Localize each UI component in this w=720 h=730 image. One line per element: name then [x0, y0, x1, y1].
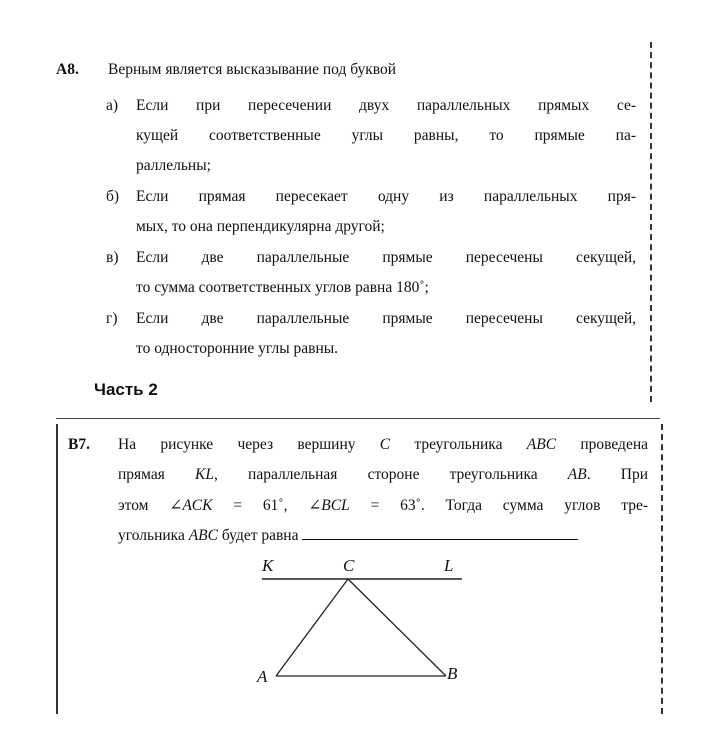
b7-line-2: прямая KL, параллельная стороне треугольника AB. При — [118, 466, 648, 483]
label-b: B — [447, 664, 458, 683]
option-g-line-2: то односторонние углы равны. — [136, 340, 339, 357]
option-a-line-1: Если при пересечении двух параллельных прямых се- — [136, 97, 636, 114]
side-cb — [348, 579, 446, 676]
b7-line-3: этом ∠ACK = 61˚, ∠BCL = 63˚. Тогда сумма углов тре- — [118, 497, 648, 514]
b7-number: В7. — [68, 436, 90, 453]
option-b-line-1: Если прямая пересекает одну из параллельных пря- — [136, 188, 636, 205]
b7-line-4: угольника ABC будет равна — [118, 524, 578, 547]
label-a: A — [257, 667, 268, 686]
answer-blank[interactable] — [302, 525, 578, 540]
option-b-line-2: мых, то она перпендикулярна другой; — [136, 218, 385, 235]
option-b-letter: б) — [106, 188, 120, 205]
option-a-line-3: раллельны; — [136, 157, 211, 174]
label-k: K — [262, 556, 274, 575]
b7-line-1: На рисунке через вершину C треугольника ABC проведена — [118, 436, 648, 453]
option-g-line-1: Если две параллельные прямые пересечены секущей, — [136, 310, 636, 327]
label-l: L — [444, 556, 454, 575]
section-divider-line — [56, 418, 660, 419]
top-section-right-dashed-border — [650, 42, 652, 402]
option-v-line-2: то сумма соответственных углов равна 180˚; — [136, 279, 429, 296]
side-ca — [276, 579, 348, 676]
option-a-line-2: кущей соответственные углы равны, то прямые па- — [136, 127, 636, 144]
a8-question: Верным является высказывание под буквой — [108, 61, 397, 78]
option-v-line-1: Если две параллельные прямые пересечены секущей, — [136, 249, 636, 266]
option-a-letter: а) — [106, 97, 119, 114]
b7-right-dashed-border — [661, 424, 663, 714]
a8-number: А8. — [56, 61, 79, 78]
part-2-heading: Часть 2 — [94, 380, 158, 399]
option-v-letter: в) — [106, 249, 119, 266]
b7-left-border — [56, 424, 58, 714]
label-c: C — [343, 556, 355, 575]
option-g-letter: г) — [106, 310, 118, 327]
